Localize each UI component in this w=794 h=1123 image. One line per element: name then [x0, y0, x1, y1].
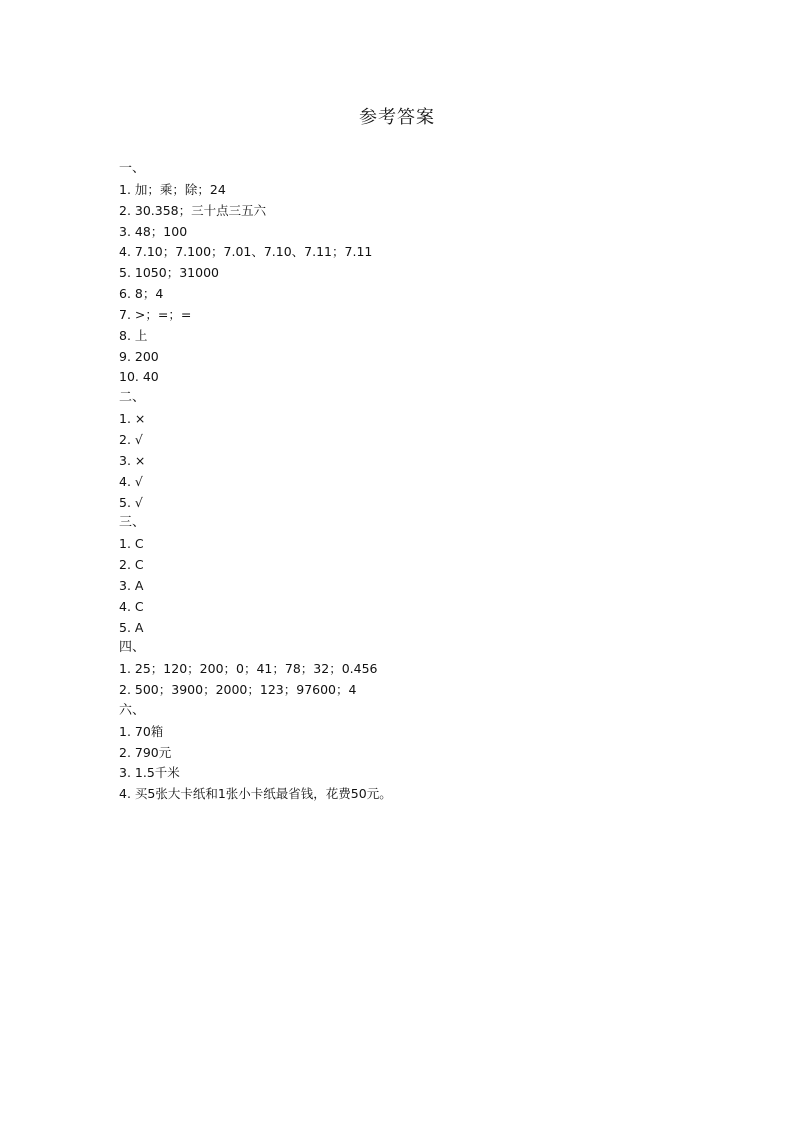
answer-line: 3. × [119, 452, 146, 468]
answer-line: 1. 加；乘；除；24 [119, 181, 226, 197]
answer-line: 3. 1.5千米 [119, 765, 180, 781]
answer-line: 2. 790元 [119, 744, 172, 760]
answer-line: 2. √ [119, 431, 143, 447]
answer-line: 1. 25；120；200；0；41；78；32；0.456 [119, 661, 378, 677]
answer-line: 8. 上 [119, 327, 148, 343]
section-heading: 三、 [119, 515, 146, 531]
section-heading: 一、 [119, 161, 146, 176]
answer-line: 1. × [119, 411, 146, 427]
answer-line: 2. C [119, 557, 144, 573]
answer-line: 5. 1050；31000 [119, 265, 219, 281]
answer-line: 4. 买5张大卡纸和1张小卡纸最省钱，花费50元。 [119, 786, 392, 802]
answer-line: 7. >；=；= [119, 306, 192, 322]
answer-line: 4. 7.10；7.100；7.01、7.10、7.11；7.11 [119, 244, 373, 260]
answer-line: 4. √ [119, 473, 143, 489]
answer-line: 10. 40 [119, 369, 159, 385]
answer-line: 1. C [119, 536, 144, 552]
page-title: 参考答案 [359, 107, 435, 128]
section-heading: 六、 [119, 702, 146, 718]
answer-line: 3. A [119, 577, 144, 593]
answer-line: 2. 30.358；三十点三五六 [119, 202, 267, 218]
answer-line: 1. 70箱 [119, 723, 164, 739]
answer-line: 4. C [119, 598, 144, 614]
answer-line: 2. 500；3900；2000；123；97600；4 [119, 682, 357, 698]
section-heading: 二、 [119, 390, 146, 406]
answer-line: 5. A [119, 619, 144, 635]
answer-line: 9. 200 [119, 348, 159, 364]
section-heading: 四、 [119, 640, 146, 656]
answer-line: 6. 8；4 [119, 286, 164, 302]
answer-line: 3. 48；100 [119, 223, 188, 239]
answer-list [119, 159, 679, 805]
answer-line: 5. √ [119, 494, 143, 510]
